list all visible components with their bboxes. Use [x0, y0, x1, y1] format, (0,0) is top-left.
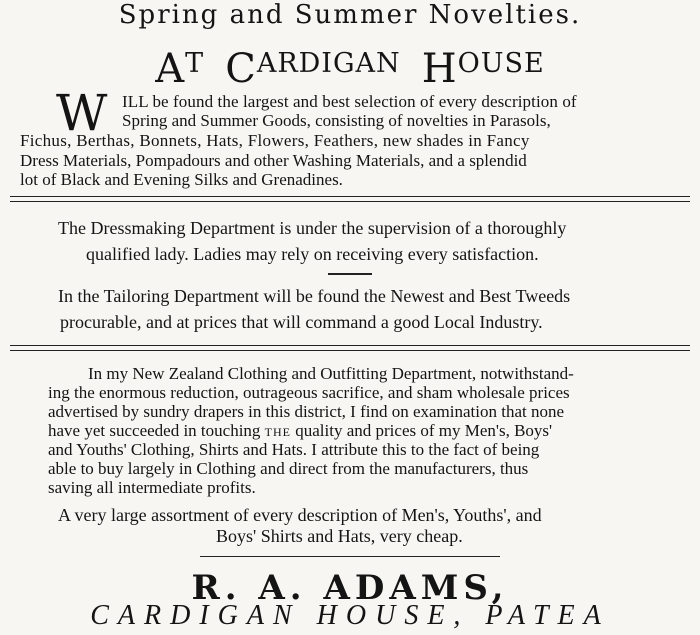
- title-at-initial: A: [155, 46, 186, 92]
- clothing-line-2: ing the enormous reduction, outrageous sacrifice, and sham wholesale prices: [48, 383, 570, 402]
- business-address: CARDIGAN HOUSE, PATEA: [90, 600, 610, 631]
- intro-line-5: lot of Black and Evening Silks and Grenadines.: [20, 170, 343, 189]
- intro-line-2: Spring and Summer Goods, consisting of novelties in Parasols,: [122, 111, 551, 130]
- assortment-line-2: Boys' Shirts and Hats, very cheap.: [216, 526, 463, 546]
- clothing-line-4: [48, 421, 552, 442]
- tailoring-line-1: In the Tailoring Department will be found the Newest and Best Tweeds: [58, 286, 571, 306]
- clothing-line-4-start: have yet succeeded in touching: [48, 421, 265, 440]
- title-cardigan-initial: C: [225, 46, 257, 92]
- intro-drop-cap: W: [56, 84, 108, 142]
- tailoring-line-2: procurable, and at prices that will command a good Local Industry.: [60, 312, 543, 332]
- proprietor-name: R. A. ADAMS,: [191, 568, 509, 608]
- clothing-line-4-end: quality and prices of my Men's, Boys': [291, 421, 553, 440]
- title-at-rest: T: [185, 48, 205, 79]
- advert-heading: Spring and Summer Novelties.: [118, 0, 582, 30]
- divider-rule: [200, 556, 500, 557]
- short-divider: [328, 273, 372, 275]
- divider-rule: [10, 196, 690, 197]
- clothing-line-6: able to buy largely in Clothing and direct from the manufacturers, thus: [48, 459, 529, 478]
- title-house-initial: H: [421, 46, 458, 92]
- divider-rule: [10, 201, 690, 202]
- dressmaking-line-2: qualified lady. Ladies may rely on receiving every satisfaction.: [86, 244, 539, 264]
- divider-rule: [10, 350, 690, 351]
- intro-line-4: Dress Materials, Pompadours and other Washing Materials, and a splendid: [20, 151, 527, 170]
- small-caps-the: THE: [264, 425, 291, 439]
- clothing-line-1: In my New Zealand Clothing and Outfitting Department, notwithstand-: [88, 364, 574, 383]
- assortment-line-1: A very large assortment of every description of Men's, Youths', and: [58, 505, 542, 525]
- intro-line-1: ILL be found the largest and best selection of every description of: [122, 92, 577, 111]
- clothing-line-7: saving all intermediate profits.: [48, 478, 256, 497]
- clothing-line-3: advertised by sundry drapers in this district, I find on examination that none: [48, 402, 565, 421]
- divider-rule: [10, 345, 690, 346]
- title-house-rest: OUSE: [457, 48, 545, 79]
- intro-line-3: Fichus, Berthas, Bonnets, Hats, Flowers, Feathers, new shades in Fancy: [20, 131, 530, 150]
- clothing-line-5: and Youths' Clothing, Shirts and Hats. I attribute this to the fact of being: [48, 440, 540, 459]
- title-cardigan-rest: ARDIGAN: [256, 48, 401, 79]
- dressmaking-line-1: The Dressmaking Department is under the supervision of a thoroughly: [58, 218, 567, 238]
